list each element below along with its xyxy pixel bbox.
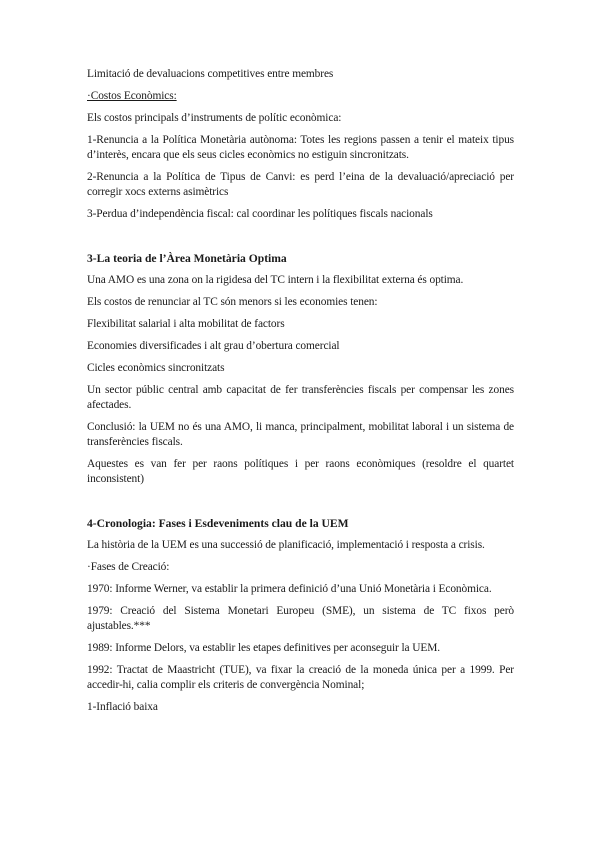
document-page (87, 64, 514, 715)
cost-item-3: 3-Perdua d’independència fiscal: cal coordinar les polítiques fiscals nacionals (87, 208, 433, 220)
costs-heading: ·Costos Econòmics: (87, 90, 177, 102)
amo-conditions-intro: Els costos de renunciar al TC són menors si les economies tenen: (87, 296, 378, 308)
section-3-heading: 3-La teoria de l’Àrea Monetària Optima (87, 252, 287, 265)
event-1979: 1979: Creació del Sistema Monetari Europeu (SME), un sistema de TC fixos però ajustables.*** (87, 605, 514, 632)
cost-item-1: 1-Renuncia a la Política Monetària autònoma: Totes les regions passen a tenir el mateix tipus d’interès, encara que els seus cicles econòmics no estiguin sincronitzats. (87, 134, 514, 161)
intro-line: Limitació de devaluacions competitives entre membres (87, 68, 334, 80)
amo-condition-1: Flexibilitat salarial i alta mobilitat de factors (87, 318, 285, 330)
cost-item-2: 2-Renuncia a la Política de Tipus de Canvi: es perd l’eina de la devaluació/apreciació per corregir xocs externs asimètrics (87, 171, 514, 198)
amo-condition-2: Economies diversificades i alt grau d’obertura comercial (87, 340, 340, 352)
event-1992: 1992: Tractat de Maastricht (TUE), va fixar la creació de la moneda única per a 1999. Per accedir-hi, calia complir els criteris de convergència Nominal; (87, 664, 514, 691)
event-1989: 1989: Informe Delors, va establir les etapes definitives per aconseguir la UEM. (87, 642, 441, 654)
amo-condition-4: Un sector públic central amb capacitat de fer transferències fiscals per compensar les zones afectades. (87, 384, 514, 411)
event-1970: 1970: Informe Werner, va establir la primera definició d’una Unió Monetària i Econòmica. (87, 583, 492, 595)
convergence-criterion-1: 1-Inflació baixa (87, 701, 158, 713)
amo-definition: Una AMO es una zona on la rigidesa del TC intern i la flexibilitat externa és optima. (87, 274, 464, 286)
amo-conclusion: Conclusió: la UEM no és una AMO, li manca, principalment, mobilitat laboral i un sistema de transferències fiscals. (87, 421, 514, 448)
amo-closing: Aquestes es van fer per raons polítiques i per raons econòmiques (resoldre el quartet inconsistent) (87, 458, 514, 485)
section-4-heading: 4-Cronologia: Fases i Esdeveniments clau de la UEM (87, 517, 349, 530)
creation-phases-label: ·Fases de Creació: (87, 561, 170, 573)
uem-history-intro: La història de la UEM es una successió de planificació, implementació i resposta a crisis. (87, 539, 485, 551)
amo-condition-3: Cicles econòmics sincronitzats (87, 362, 225, 374)
costs-intro: Els costos principals d’instruments de polític econòmica: (87, 112, 342, 124)
